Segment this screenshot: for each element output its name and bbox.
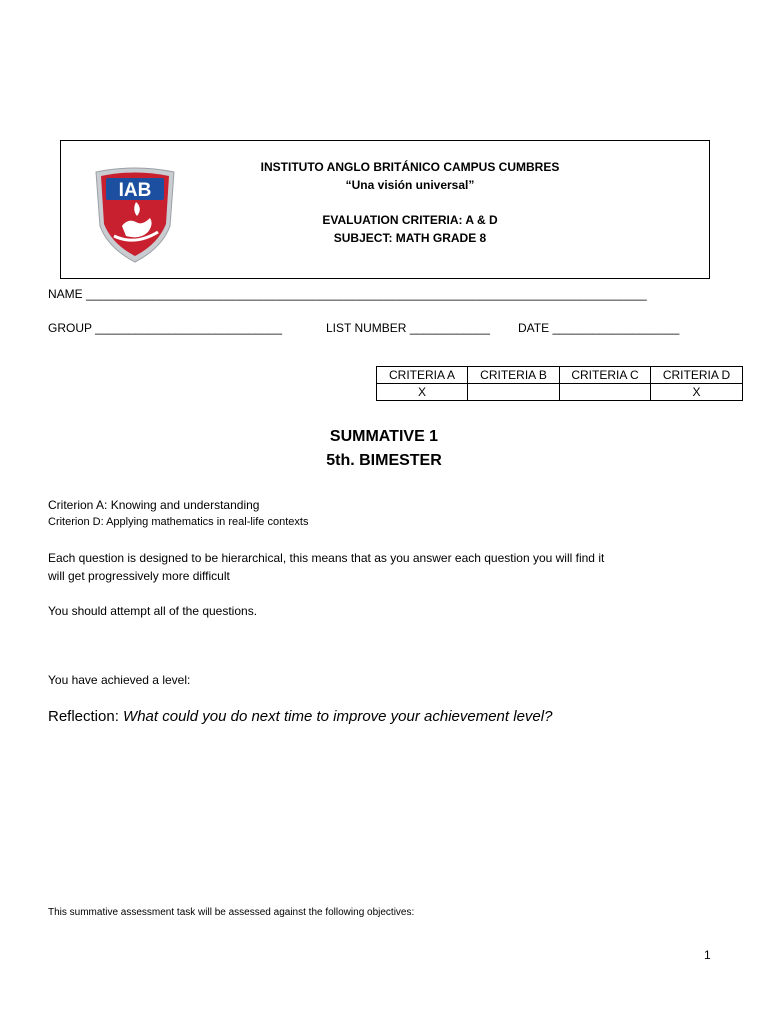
- criteria-header-a: CRITERIA A: [377, 367, 468, 384]
- criterion-a-text: Criterion A: Knowing and understanding: [48, 498, 260, 512]
- criteria-header-d: CRITERIA D: [651, 367, 743, 384]
- hierarchical-text-line1: Each question is designed to be hierarchical, this means that as you answer each question you will find it: [48, 551, 605, 565]
- iab-logo-shield-icon: [92, 166, 178, 264]
- list-number-field[interactable]: [326, 321, 490, 335]
- reflection: [48, 708, 552, 725]
- group-label: GROUP: [48, 321, 92, 335]
- institution-name: INSTITUTO ANGLO BRITÁNICO CAMPUS CUMBRES: [260, 160, 560, 174]
- date-label: DATE: [518, 321, 550, 335]
- logo-text: IAB: [118, 180, 152, 201]
- name-line[interactable]: ____________________________________________________________________________________: [86, 287, 647, 301]
- criterion-d-text: Criterion D: Applying mathematics in real-life contexts: [48, 516, 309, 528]
- criteria-table: [376, 366, 743, 401]
- date-line[interactable]: ___________________: [552, 321, 680, 335]
- criteria-mark-b: [468, 384, 560, 401]
- achieved-level-label: You have achieved a level:: [48, 673, 191, 687]
- criteria-header-c: CRITERIA C: [560, 367, 651, 384]
- objectives-note: This summative assessment task will be assessed against the following objectives:: [48, 907, 415, 918]
- criteria-mark-a: X: [377, 384, 468, 401]
- reflection-question: What could you do next time to improve your achievement level?: [123, 708, 553, 725]
- name-label: NAME: [48, 287, 83, 301]
- evaluation-criteria: EVALUATION CRITERIA: A & D: [322, 213, 498, 227]
- page-number: 1: [704, 948, 711, 962]
- reflection-label: Reflection:: [48, 708, 119, 725]
- criteria-header-b: CRITERIA B: [468, 367, 560, 384]
- criteria-mark-c: [560, 384, 651, 401]
- attempt-instruction: You should attempt all of the questions.: [48, 604, 258, 618]
- date-field[interactable]: [518, 321, 679, 335]
- subject: SUBJECT: MATH GRADE 8: [333, 231, 487, 245]
- list-number-line[interactable]: ____________: [409, 321, 490, 335]
- name-field[interactable]: [48, 287, 647, 301]
- document-title: SUMMATIVE 1: [329, 428, 439, 445]
- hierarchical-text-line2: will get progressively more difficult: [48, 569, 230, 583]
- list-number-label: LIST NUMBER: [326, 321, 407, 335]
- criteria-mark-d: X: [651, 384, 743, 401]
- group-line[interactable]: ____________________________: [95, 321, 283, 335]
- group-field[interactable]: [48, 321, 282, 335]
- institution-motto: “Una visión universal”: [345, 178, 475, 192]
- criteria-header-row: [377, 367, 743, 384]
- document-subtitle: 5th. BIMESTER: [326, 452, 442, 469]
- criteria-mark-row: [377, 384, 743, 401]
